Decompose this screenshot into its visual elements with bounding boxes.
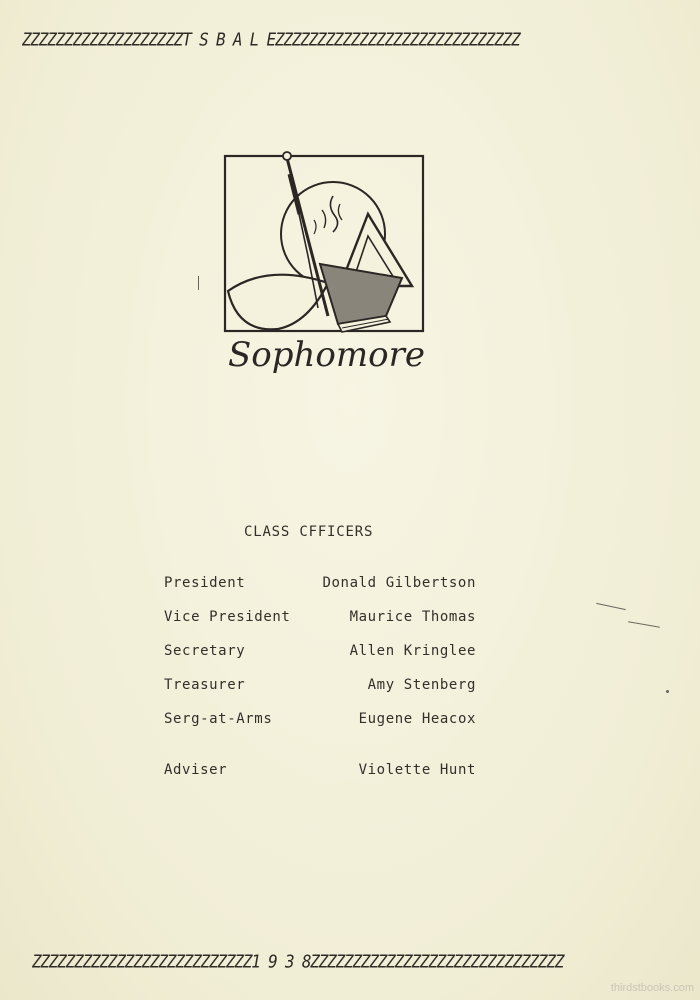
officer-role: Treasurer	[164, 677, 246, 693]
officer-name: Violette Hunt	[358, 762, 476, 778]
officer-name: Maurice Thomas	[349, 609, 476, 625]
officer-name: Donald Gilbertson	[322, 575, 476, 591]
officer-row-serg-at-arms	[164, 711, 484, 731]
watermark: thirdstbooks.com	[610, 982, 694, 994]
scratch-dot	[666, 690, 669, 693]
officer-name: Allen Kringlee	[349, 643, 476, 659]
officer-role: Vice President	[164, 609, 291, 625]
class-officers-title: CLASS CFFICERS	[244, 524, 374, 540]
officer-role: Serg-at-Arms	[164, 711, 273, 727]
officer-role: President	[164, 575, 246, 591]
officer-row-treasurer	[164, 677, 484, 697]
officer-role: Secretary	[164, 643, 246, 659]
scratch-mark	[628, 621, 660, 628]
emblem-label: Sophomore	[228, 335, 425, 375]
officer-role: Adviser	[164, 762, 228, 778]
officer-row-secretary	[164, 643, 484, 663]
sophomore-emblem	[190, 146, 440, 396]
officer-row-vice-president	[164, 609, 484, 629]
stray-mark	[198, 276, 199, 290]
officer-name: Amy Stenberg	[367, 677, 476, 693]
emblem-artwork	[225, 152, 423, 332]
bottom-border-line: ZZZZZZZZZZZZZZZZZZZZZZZZZZ1 9 3 8ZZZZZZZZZZZZZZZZZZZZZZZZZZZZZZ	[32, 951, 564, 972]
officer-row-adviser	[164, 762, 484, 782]
officer-row-president	[164, 575, 484, 595]
top-border-line: ZZZZZZZZZZZZZZZZZZZT S B A L EZZZZZZZZZZZZZZZZZZZZZZZZZZZZZ	[22, 29, 520, 50]
scratch-mark	[596, 603, 626, 610]
officer-name: Eugene Heacox	[358, 711, 476, 727]
